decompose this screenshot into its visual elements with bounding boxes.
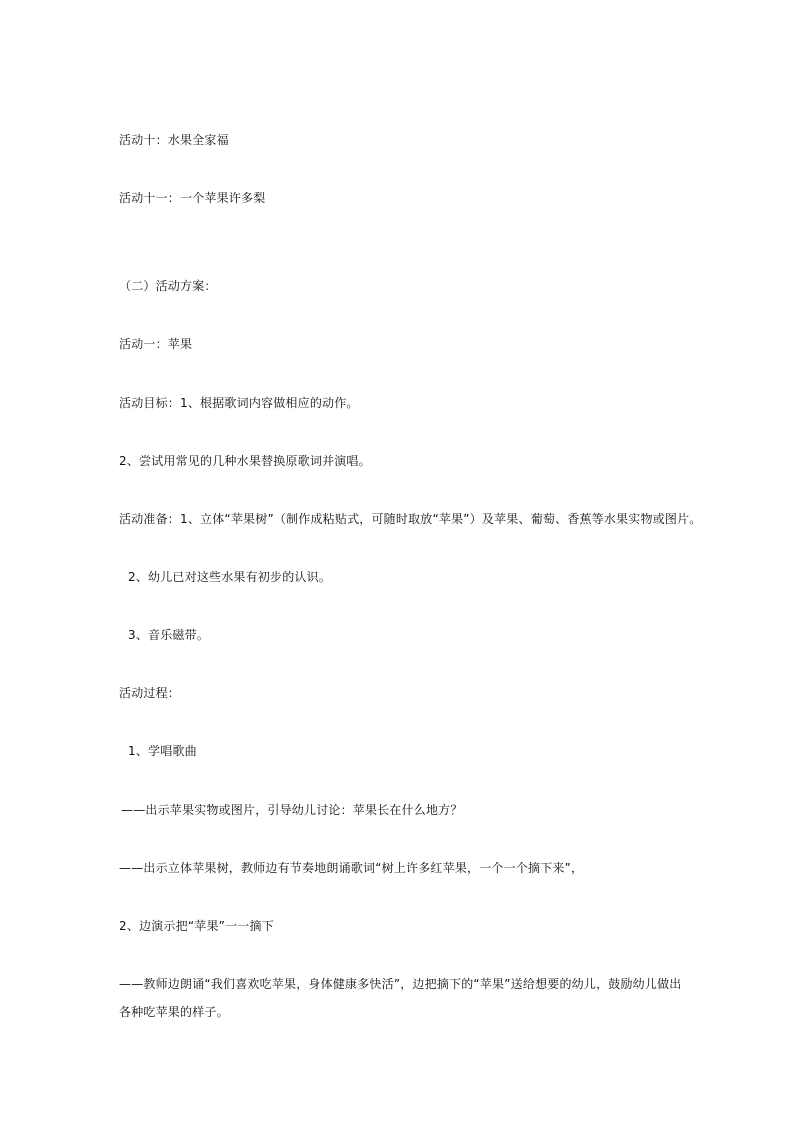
process-step-1: 1、学唱歌曲: [128, 744, 197, 758]
process-step-2-detail-line1: ——教师边朗诵“我们喜欢吃苹果，身体健康多快活”，边把摘下的“苹果”送给想要的幼儿，鼓励幼儿做出: [119, 977, 682, 991]
activity-one-title: 活动一：苹果: [119, 337, 193, 351]
activity-goal-1: 活动目标：1、根据歌词内容做相应的动作。: [119, 396, 359, 410]
activity-eleven-title: 活动十一：一个苹果许多梨: [119, 191, 266, 205]
activity-preparation-1: 活动准备：1、立体“苹果树”（制作成粘贴式，可随时取放“苹果”）及苹果、葡萄、香蕉等水果实物或图片。: [119, 512, 702, 526]
activity-process-heading: 活动过程：: [119, 686, 181, 700]
activity-ten-title: 活动十：水果全家福: [119, 133, 229, 147]
process-step-1-detail-b: ——出示立体苹果树，教师边有节奏地朗诵歌词“树上许多红苹果，一个一个摘下来”，: [119, 861, 584, 875]
activity-preparation-3: 3、音乐磁带。: [128, 628, 210, 642]
activity-goal-2: 2、尝试用常见的几种水果替换原歌词并演唱。: [119, 454, 371, 468]
section-heading-activity-plan: （二）活动方案：: [119, 279, 217, 293]
process-step-2-detail-line2: 各种吃苹果的样子。: [119, 1005, 229, 1019]
process-step-2: 2、边演示把“苹果”一一摘下: [119, 919, 274, 933]
process-step-1-detail-a: ——出示苹果实物或图片，引导幼儿讨论：苹果长在什么地方？: [121, 803, 463, 817]
activity-preparation-2: 2、幼儿已对这些水果有初步的认识。: [128, 570, 332, 584]
